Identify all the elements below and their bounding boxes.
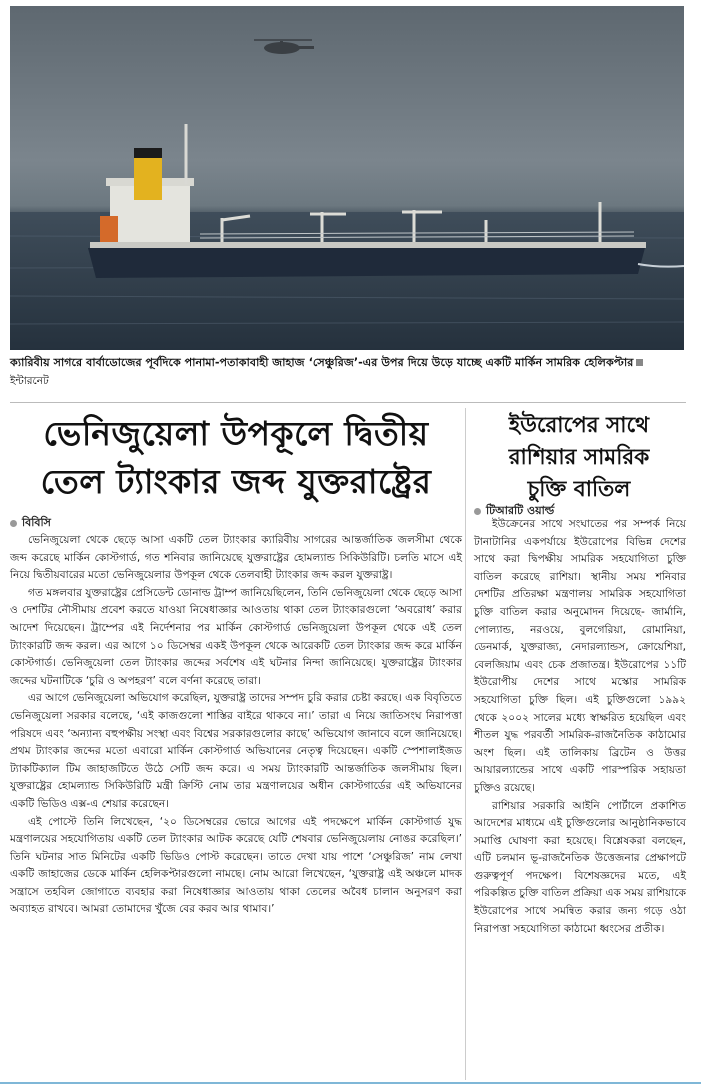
side-headline-line3: চুক্তি বাতিল: [527, 477, 631, 502]
square-icon: [636, 359, 643, 366]
main-article-body: [10, 532, 462, 919]
ship-hull: [88, 244, 646, 278]
side-headline-line2: রাশিয়ার সামরিক: [508, 445, 650, 470]
photo-caption: [10, 354, 686, 390]
main-headline-line2: তেল ট্যাংকার জব্দ যুক্তরাষ্ট্রের: [40, 462, 432, 501]
side-article-body: [474, 516, 686, 938]
column-divider: [465, 408, 466, 1080]
main-headline-line1: ভেনিজুয়েলা উপকূলে দ্বিতীয়: [43, 414, 429, 453]
ship-superstructure: [100, 124, 194, 242]
main-paragraph: ভেনিজুয়েলা থেকে ছেড়ে আসা একটি তেল ট্যাংকার ক্যারিবীয় সাগরের আন্তর্জাতিক জলসীমা থেকে জব্দ করেছে মার্কিন কোস্টগার্ড, গত শনিবার জানিয়েছে যুক্তরাষ্ট্রের হোমল্যান্ড সিকিউরিটি। চলতি মাসে এই নিয়ে দ্বিতীয়বারের মতো ভেনিজুয়েলার উপকূল থেকে তেলবাহী ট্যাংকার জব্দ করল যুক্তরাষ্ট্র।: [10, 534, 462, 582]
main-headline: [10, 410, 462, 506]
bullet-icon: [474, 508, 481, 515]
main-paragraph: গত মঙ্গলবার যুক্তরাষ্ট্রের প্রেসিডেন্ট ডোনাল্ড ট্রাম্প জানিয়েছিলেন, তিনি ভেনিজুয়েলা থেকে ছেড়ে আসা ও দেশটির নৌসীমায় প্রবেশ করতে যাওয়া নিষেধাজ্ঞার আওতায় থাকা তেল ট্যাংকারগুলো ‘অবরোধ’ করার আদেশ দিয়েছেন। ট্রাম্পের এই নির্দেশনার পর মার্কিন কোস্টগার্ড ভেনিজুয়েলা উপকূল থেকে এই তেল ট্যাংকারটি জব্দ করল। এর আগে ১০ ডিসেম্বর একই উপকূল থেকে আরেকটি তেল ট্যাংকার জব্দ করে মার্কিন কোস্টগার্ড। ভেনিজুয়েলা তেল ট্যাংকার জব্দের সর্বশেষ এই ঘটনার নিন্দা জানিয়েছে। যুক্তরাষ্ট্রের ট্যাংকার জব্দের ঘটনাটিকে ‘চুরি ও অপহরণ’ বলে বর্ণনা করেছে তারা।: [10, 586, 462, 687]
helicopter-icon: [254, 40, 314, 54]
tanker-illustration: [10, 6, 684, 350]
main-byline-text: বিবিসি: [22, 516, 51, 529]
side-headline-line1: ইউরোপের সাথে: [508, 413, 650, 438]
divider: [10, 402, 686, 403]
side-headline: [472, 410, 686, 506]
main-byline: [10, 514, 51, 533]
main-paragraph: এই পোস্টে তিনি লিখেছেন, ‘২০ ডিসেম্বরের ভোরে আগের এই পদক্ষেপে মার্কিন কোস্টগার্ড যুদ্ধ মন্ত্রণালয়ের সহযোগিতায় একটি তেল ট্যাংকার আটক করেছে যেটি শেষবার ভেনিজুয়েলায় নোঙর করেছিল।’ তিনি ঘটনার সাত মিনিটের একটি ভিডিও পোস্ট করেছেন। তাতে দেখা যায় পাশে ‘সেঞ্চুরিজ’ নাম লেখা একটি জাহাজের ডেকে মার্কিন হেলিকপ্টারগুলো নামছে। নোম আরো লিখেছেন, ‘যুক্তরাষ্ট্র এই অঞ্চলে মাদক সন্ত্রাসে তহবিল জোগাতে ব্যবহার করা নিষেধাজ্ঞার আওতায় থাকা তেলের অবৈধ চালান অনুসরণ করা অব্যাহত রাখবে। আমরা তোমাদের খুঁজে বের করব আর থামাব।’: [10, 815, 462, 916]
side-paragraph: রাশিয়ার সরকারি আইনি পোর্টালে প্রকাশিত আদেশের মাধ্যমে এই চুক্তিগুলোর আনুষ্ঠানিকভাবে সমাপ্তি ঘোষণা করা হয়েছে। বিশ্লেষকরা বলছেন, এটি চলমান ভূ-রাজনৈতিক উত্তেজনার প্রেক্ষাপটে গুরুত্বপূর্ণ পদক্ষেপ। বিশেষজ্ঞদের মতে, এই পরিকল্পিত চুক্তি বাতিল প্রক্রিয়া এক সময় রাশিয়াকে ইউরোপের সাথে সমন্বিত করার জন্য গড়ে ওঠা নিরাপত্তা সহযোগিতা কাঠামো ধ্বংসের প্রতীক।: [474, 799, 686, 935]
caption-text: ক্যারিবীয় সাগরে বার্বাডোজের পূর্বদিকে পানামা-পতাকাবাহী জাহাজ ‘সেঞ্চুরিজ’-এর উপর দিয়ে উড়ে যাচ্ছে একটি মার্কিন সামরিক হেলিকপ্টার: [10, 356, 634, 369]
bottom-rule: [0, 1082, 701, 1084]
bullet-icon: [10, 520, 17, 527]
caption-source: ইন্টারনেট: [10, 375, 49, 387]
news-photo: [10, 6, 684, 350]
main-paragraph: এর আগে ভেনিজুয়েলা অভিযোগ করেছিল, যুক্তরাষ্ট্র তাদের সম্পদ চুরি করার চেষ্টা করছে। এক বিবৃতিতে ভেনিজুয়েলা সরকার বলেছে, ‘এই কাজগুলো শাস্তির বাইরে থাকবে না।’ তারা এ নিয়ে জাতিসংঘ নিরাপত্তা পরিষদে এবং ‘অন্যান্য বহুপক্ষীয় সংস্থা এবং বিশ্বের সরকারগুলোর কাছে’ অভিযোগ জানাবে বলে জানিয়েছে। প্রথম ট্যাংকার জব্দের মতো এবারো মার্কিন কোস্টগার্ড অভিযানের নেতৃত্ব দিয়েছেন। একটি স্পেশালাইজড ট্যাকটিক্যাল টিম জাহাজটিতে উঠে সেটি জব্দ করে। এ সময় ট্যাংকারটি আন্তর্জাতিক জলসীমায় ছিল। যুক্তরাষ্ট্রের হোমল্যান্ড সিকিউরিটি মন্ত্রী ক্রিস্টি নোম তার মন্ত্রণালয়ের অধীন কোস্টগার্ডের এই অভিযানের একটি ভিডিও এক্স-এ শেয়ার করেছেন।: [10, 692, 462, 810]
side-byline-text: টিআরটি ওয়ার্ল্ড: [486, 504, 555, 517]
side-paragraph: ইউক্রেনের সাথে সংঘাতের পর সম্পর্ক নিয়ে টানাটানির একপর্যায়ে ইউরোপের বিভিন্ন দেশের সাথে করা দ্বিপক্ষীয় সামরিক সহযোগিতা চুক্তি বাতিল করেছে রাশিয়া। স্থানীয় সময় শনিবার দেশটির প্রতিরক্ষা মন্ত্রণালয় সামরিক সহযোগিতা চুক্তি বাতিল করার অনুমোদন দিয়েছে- জার্মানি, পোল্যান্ড, নরওয়ে, বুলগেরিয়া, রোমানিয়া, ডেনমার্ক, যুক্তরাজ্য, নেদারল্যান্ডস, ক্রোয়েশিয়া, বেলজিয়াম এবং চেক প্রজাতন্ত্র। ইউরোপের ১১টি ইউরোপীয় দেশের সাথে মস্কোর সামরিক সহযোগিতা চুক্তি ছিল। এই চুক্তিগুলো ১৯৯২ থেকে ২০০২ সালের মধ্যে স্বাক্ষরিত হয়েছিল এবং শীতল যুদ্ধ পরবর্তী সামরিক-রাজনৈতিক কাঠামোর অংশ ছিল। এই তালিকায় ব্রিটেন ও উত্তর আয়ারল্যান্ডের সাথে একটি পারস্পরিক সহায়তা চুক্তিও রয়েছে।: [474, 518, 686, 794]
